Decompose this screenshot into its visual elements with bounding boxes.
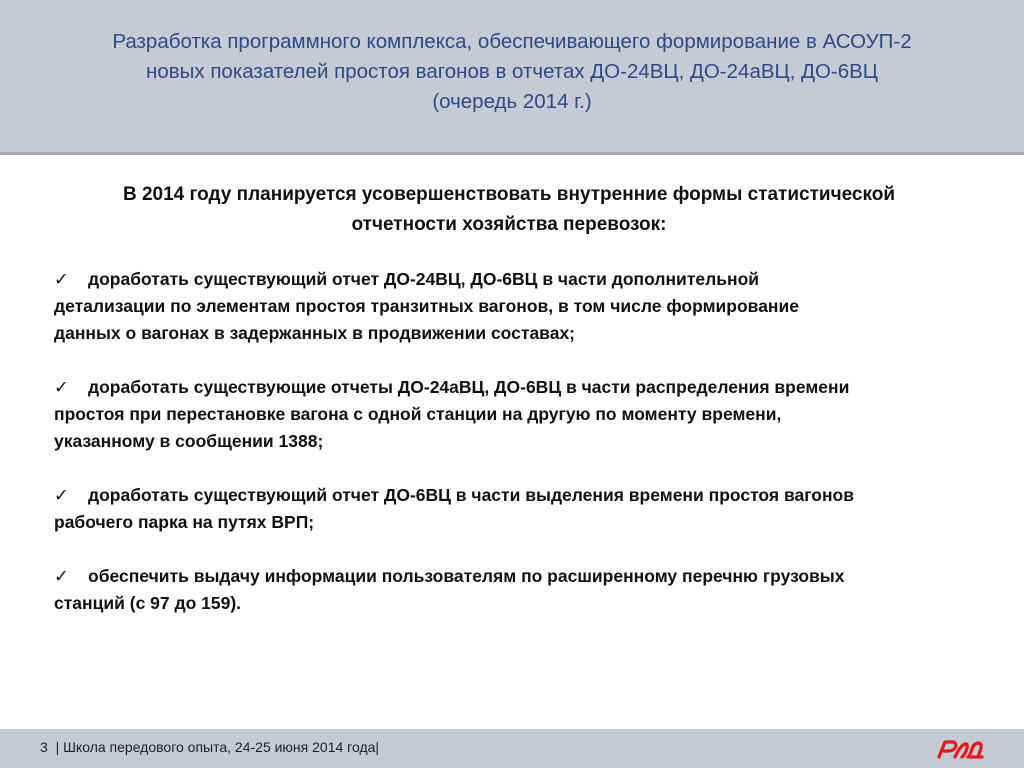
footer-event-text: | Школа передового опыта, 24-25 июня 2014 года|	[55, 739, 380, 755]
item-line: указанному в сообщении 1388;	[54, 431, 324, 451]
item-line: детализации по элементам простоя транзитных вагонов, в том числе формирование	[54, 296, 799, 316]
rzd-logo-icon	[936, 737, 984, 761]
page-number: 3	[40, 739, 48, 755]
slide-footer	[0, 729, 1024, 768]
slide-header	[0, 0, 1024, 155]
checkmark-icon: ✓	[54, 485, 69, 505]
lead-line-2: отчетности хозяйства перевозок:	[351, 214, 667, 235]
checklist-item	[54, 266, 974, 347]
item-line: данных о вагонах в задержанных в продвижении составах;	[54, 323, 576, 343]
slide-title-line-1: Разработка программного комплекса, обеспечивающего формирование в АСОУП-2	[112, 30, 912, 53]
slide-content	[54, 180, 974, 644]
lead-line-1: В 2014 году планируется усовершенствовать внутренние формы статистической	[122, 184, 896, 205]
checklist	[54, 266, 974, 617]
item-line: обеспечить выдачу информации пользователям по расширенному перечню грузовых	[88, 566, 845, 586]
lead-paragraph	[44, 180, 974, 240]
item-line: рабочего парка на путях ВРП;	[54, 512, 315, 532]
checklist-item	[54, 374, 974, 455]
slide-title-line-2: новых показателей простоя вагонов в отчетах ДО-24ВЦ, ДО-24аВЦ, ДО-6ВЦ	[146, 60, 878, 83]
checkmark-icon: ✓	[54, 566, 69, 586]
item-line: простоя при перестановке вагона с одной станции на другую по моменту времени,	[54, 404, 782, 424]
checkmark-icon: ✓	[54, 377, 69, 397]
item-line: станций (с 97 до 159).	[54, 593, 242, 613]
slide-title-line-3: (очередь 2014 г.)	[432, 90, 592, 113]
item-line: доработать существующий отчет ДО-6ВЦ в части выделения времени простоя вагонов	[88, 485, 854, 505]
checkmark-icon: ✓	[54, 269, 69, 289]
checklist-item	[54, 563, 974, 617]
item-line: доработать существующий отчет ДО-24ВЦ, ДО-6ВЦ в части дополнительной	[88, 269, 760, 289]
footer-caption	[40, 739, 379, 755]
checklist-item	[54, 482, 974, 536]
item-line: доработать существующие отчеты ДО-24аВЦ, ДО-6ВЦ в части распределения времени	[88, 377, 850, 397]
